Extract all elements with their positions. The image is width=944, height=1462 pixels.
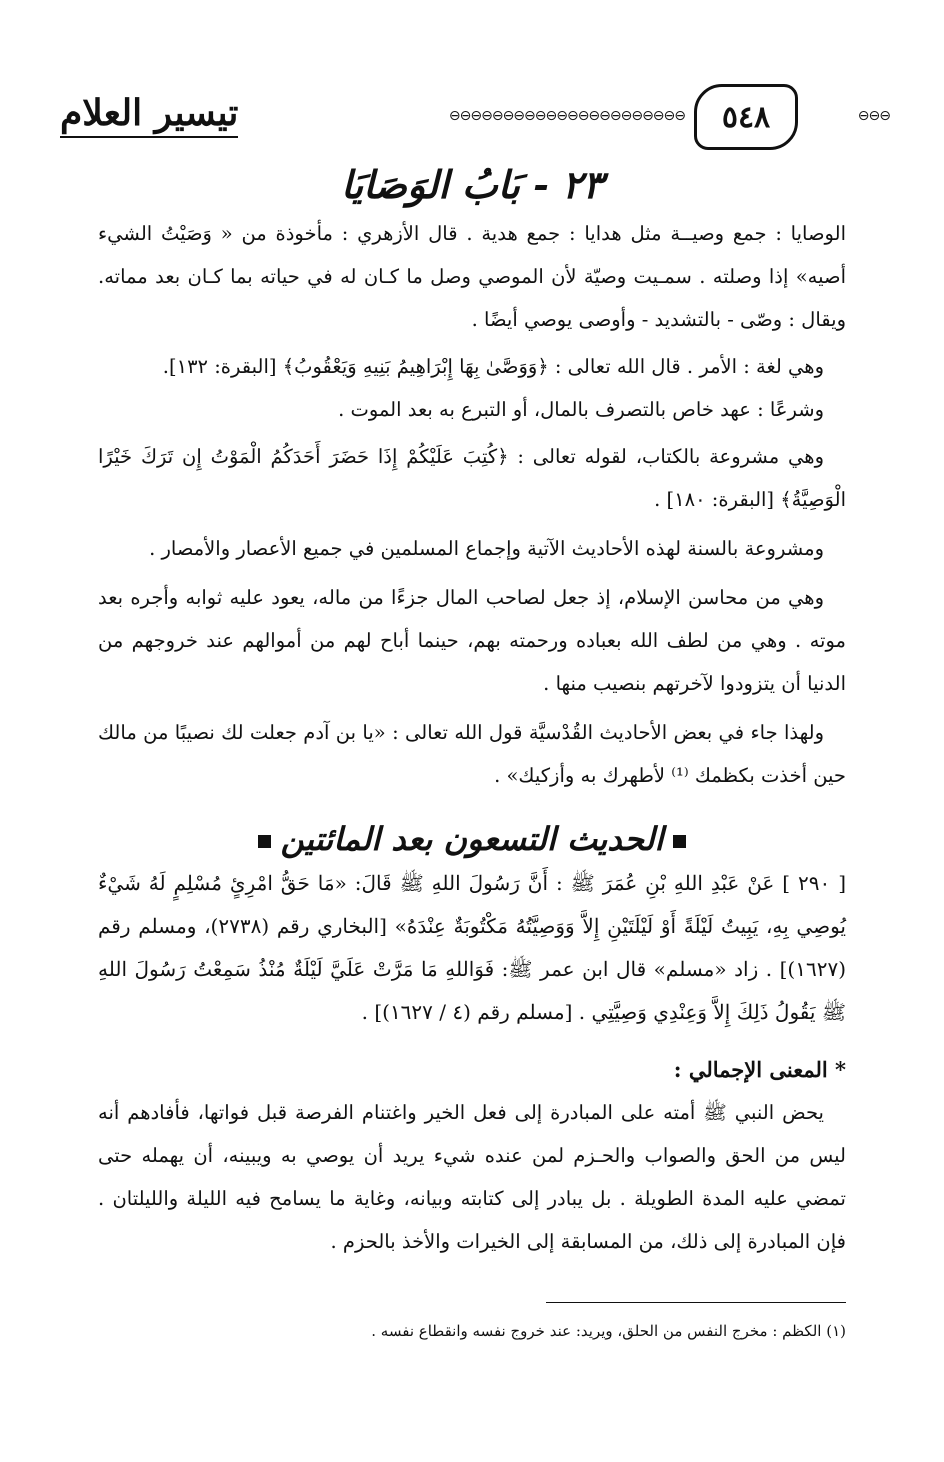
header-ornament-band: ⊖⊖⊖⊖⊖⊖⊖⊖⊖⊖⊖⊖⊖⊖⊖⊖⊖⊖⊖⊖⊖⊖ [448,108,685,124]
hadith-section [98,862,846,1034]
hadith-title-text: الحديث التسعون بعد المائتين [280,820,664,858]
paragraph-qudsi: ولهذا جاء في بعض الأحاديث القُدْسيَّة قول الله تعالى : «يا بن آدم جعلت لك نصيبًا من مالك حين أخذت بكظمك ⁽¹⁾ لأطهرك به وأزكيك» . [98,721,846,787]
hadith-title [0,820,944,858]
summary-text: يحض النبي ﷺ أمته على المبادرة إلى فعل الخير واغتنام الفرصة قبل فواتها، فأفادهم أنه ليس من الحق والصواب والحـزم لمن عنده شيء يريد أن يوصي به ويبينه، أن يهمله حتى تمضي عليه المدة الطويلة . بل يبادر إلى كتابته وبيانه، وغاية ما يسامح فيه الليلة والليلتان . فإن المبادرة إلى ذلك، من المسابقة إلى الخيرات والأخذ بالحزم . [98,1101,846,1253]
paragraph-sunnah: ومشروعة بالسنة لهذه الأحاديث الآتية وإجماع المسلمين في جميع الأعصار والأمصار . [149,537,824,560]
paragraph-merits: وهي من محاسن الإسلام، إذ جعل لصاحب المال جزءًا من ماله، يعود عليه ثوابه وأجره بعد موته . وهي من لطف الله بعباده ورحمته بهم، حينما أباح لهم من أموالهم عند خروجهم من الدنيا أن يتزودوا لآخرتهم بنصيب منها . [98,586,846,695]
footnote-divider [546,1302,846,1303]
section-heading: * المعنى الإجمالي : [673,1057,846,1082]
page-number-badge [694,84,798,150]
chapter-title: ٢٣ - بَابُ الوَصَايَا [341,162,603,207]
square-bullet-icon [258,835,271,848]
page-number: ٥٤٨ [721,99,771,135]
page-header [60,78,890,158]
hadith-text: [ ٢٩٠ ] عَنْ عَبْدِ اللهِ بْنِ عُمَرَ ﷺ : أَنَّ رَسُولَ اللهِ ﷺ قَالَ: «مَا حَقُّ امْرِئٍ مُسْلِمٍ لَهُ شَيْءٌ يُوصِي بِهِ، يَبِيتُ لَيْلَةً أَوْ لَيْلَتَيْنِ إِلاَّ وَوَصِيَّتُهُ مَكْتُوبَةٌ عِنْدَهُ» [البخاري رقم (٢٧٣٨)، ومسلم رقم (١٦٢٧)] . زاد «مسلم» قال ابن عمر ﷺ: فَوَاللهِ مَا مَرَّتْ عَلَيَّ لَيْلَةٌ مُنْذُ سَمِعْتُ رَسُولَ اللهِ ﷺ يَقُولُ ذَلِكَ إِلاَّ وَعِنْدِي وَصِيَّتِي . [مسلم رقم (٤ / ١٦٢٧)] . [98,871,846,1024]
square-bullet-icon [673,835,686,848]
summary-section [98,1048,846,1263]
paragraph-quran: وهي مشروعة بالكتاب، لقوله تعالى : ﴿كُتِبَ عَلَيْكُمْ إِذَا حَضَرَ أَحَدَكُمُ الْمَوْتُ إِن تَرَكَ خَيْرًا الْوَصِيَّةُ﴾ [البقرة: ١٨٠] . [98,445,846,511]
footnote: (١) الكظم : مخرج النفس من الحلق، ويريد: عند خروج نفسه وانقطاع نفسه . [371,1322,846,1340]
header-ornament-right: ⊖⊖⊖ [857,108,890,124]
paragraph-definition: الوصايا : جمع وصيــة مثل هدايا : جمع هدية . قال الأزهري : مأخوذة من « وَصَيْتُ الشيء أصيه» إذا وصلته . سمـيت وصيّة لأن الموصي وصل ما كـان له في حياته بما كـان بعد مماته. ويقال : وصّى - بالتشديد - وأوصى يوصي أيضًا . [98,222,846,331]
paragraph-linguistic: وهي لغة : الأمر . قال الله تعالى : ﴿وَوَصَّىٰ بِهَا إِبْرَاهِيمُ بَنِيهِ وَيَعْقُوبُ﴾ [البقرة: ١٣٢]. [162,355,824,378]
intro-section [98,212,846,797]
book-title: تيسير العلام [60,92,238,138]
paragraph-legal: وشرعًا : عهد خاص بالتصرف بالمال، أو التبرع به بعد الموت . [338,398,824,421]
